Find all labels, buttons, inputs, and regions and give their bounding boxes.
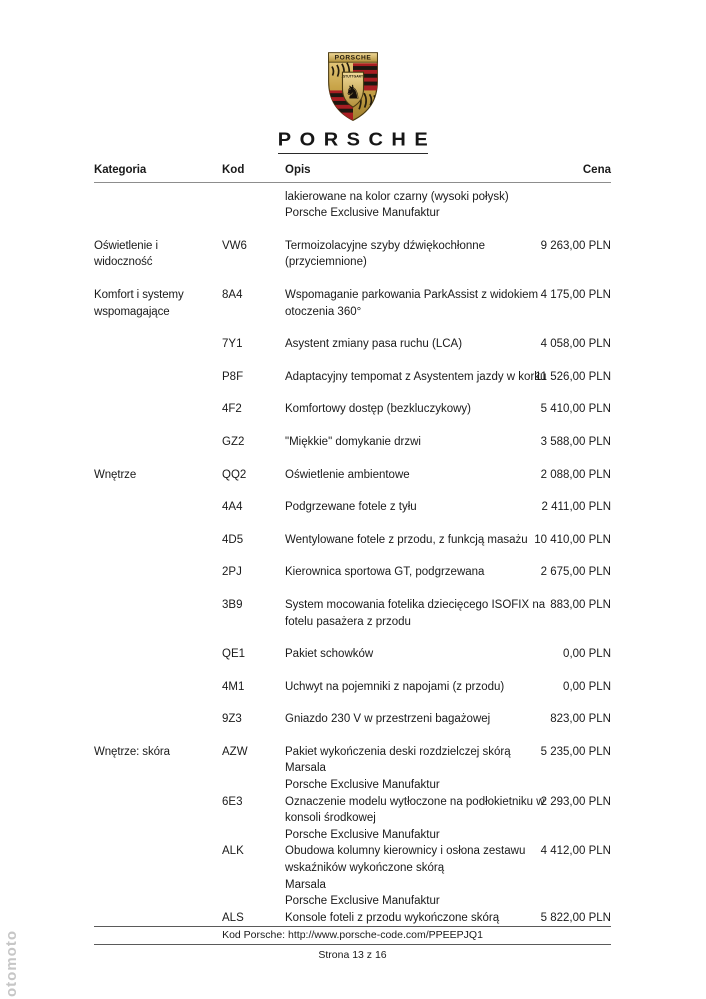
opis-line: Termoizolacyjne szyby dźwiękochłonne xyxy=(285,239,486,252)
cell-opis xyxy=(285,532,529,549)
opis-line: Wentylowane fotele z przodu, z funkcją masażu xyxy=(285,533,528,546)
cell-kod: QE1 xyxy=(222,648,246,661)
opis-line: wskaźników wykończone skórą xyxy=(285,862,445,875)
table-row xyxy=(94,711,611,728)
cell-kod: VW6 xyxy=(222,239,247,252)
cell-kod: ALS xyxy=(222,911,244,924)
table-row xyxy=(94,744,611,794)
table-rows xyxy=(94,183,611,927)
cell-opis xyxy=(285,564,529,581)
table-header xyxy=(94,162,611,183)
opis-line: Marsala xyxy=(285,762,326,775)
table-row xyxy=(94,499,611,516)
cell-kod: 4F2 xyxy=(222,403,242,416)
col-cena: Cena xyxy=(582,164,611,176)
cell-kod: 6E3 xyxy=(222,795,243,808)
cell-opis xyxy=(285,597,546,630)
cell-kategoria xyxy=(94,564,222,581)
cell-opis xyxy=(285,401,529,418)
cell-kod: QQ2 xyxy=(222,468,247,481)
cell-opis xyxy=(285,336,529,353)
cell-opis xyxy=(285,711,529,728)
cell-kategoria xyxy=(94,794,222,844)
cell-opis xyxy=(285,646,529,663)
cell-cena: 4 412,00 PLN xyxy=(540,845,611,858)
cell-kategoria xyxy=(94,369,222,386)
col-kategoria: Kategoria xyxy=(94,164,147,176)
logo-block xyxy=(0,50,706,154)
cell-cena: 5 822,00 PLN xyxy=(540,911,611,924)
cell-kod: ALK xyxy=(222,845,244,858)
opis-line: konsoli środkowej xyxy=(285,812,376,825)
cell-kategoria xyxy=(94,532,222,549)
opis-line: Porsche Exclusive Manufaktur xyxy=(285,207,440,220)
cell-opis xyxy=(285,499,529,516)
cell-cena: 0,00 PLN xyxy=(563,648,611,661)
cell-cena: 5 235,00 PLN xyxy=(540,745,611,758)
cell-kod: 4A4 xyxy=(222,501,243,514)
page-number: Strona 13 z 16 xyxy=(318,949,387,961)
table-row xyxy=(94,794,611,844)
cell-kategoria: Wnętrze: skóra xyxy=(94,745,170,758)
table-row xyxy=(94,401,611,418)
table-row xyxy=(94,843,611,909)
table-row xyxy=(94,564,611,581)
cell-kod: 4D5 xyxy=(222,533,244,546)
cell-opis xyxy=(285,189,529,222)
cell-cena: 2 088,00 PLN xyxy=(540,468,611,481)
watermark: otomoto xyxy=(3,930,20,997)
cell-cena xyxy=(529,189,611,222)
cell-cena: 3 588,00 PLN xyxy=(540,435,611,448)
opis-line: otoczenia 360° xyxy=(285,305,362,318)
footer-rule-bottom xyxy=(94,944,611,945)
table-row xyxy=(94,287,611,320)
table-row xyxy=(94,336,611,353)
cell-cena: 2 675,00 PLN xyxy=(540,566,611,579)
cell-cena: 2 411,00 PLN xyxy=(541,501,611,514)
cell-cena: 883,00 PLN xyxy=(550,598,611,611)
opis-line: Komfortowy dostęp (bezkluczykowy) xyxy=(285,403,471,416)
cell-kod: 2PJ xyxy=(222,566,242,579)
cell-opis xyxy=(285,369,547,386)
svg-text:STUTTGART: STUTTGART xyxy=(342,74,364,79)
opis-line: Kierownica sportowa GT, podgrzewana xyxy=(285,566,485,579)
cell-kategoria xyxy=(94,401,222,418)
opis-line: Porsche Exclusive Manufaktur xyxy=(285,895,440,908)
cell-kategoria xyxy=(94,646,222,663)
opis-line: Asystent zmiany pasa ruchu (LCA) xyxy=(285,338,463,351)
cell-cena: 2 293,00 PLN xyxy=(540,795,611,808)
svg-text:PORSCHE: PORSCHE xyxy=(334,54,372,62)
opis-line: Adaptacyjny tempomat z Asystentem jazdy w korku xyxy=(285,370,547,383)
cell-cena: 11 526,00 PLN xyxy=(535,370,611,383)
cell-kod xyxy=(222,189,285,222)
cell-cena: 4 058,00 PLN xyxy=(540,338,611,351)
table-row xyxy=(94,679,611,696)
cell-opis xyxy=(285,434,529,451)
table-row xyxy=(94,467,611,484)
cell-kategoria xyxy=(94,597,222,630)
opis-line: Oznaczenie modelu wytłoczone na podłokietniku w xyxy=(285,795,545,808)
table-row xyxy=(94,189,611,222)
cell-kod: 4M1 xyxy=(222,680,245,693)
cell-kategoria: Komfort i systemy wspomagające xyxy=(94,288,184,318)
cell-cena: 10 410,00 PLN xyxy=(534,533,611,546)
cell-kod: 8A4 xyxy=(222,288,243,301)
table-row xyxy=(94,369,611,386)
cell-opis xyxy=(285,910,529,927)
cell-kod: 9Z3 xyxy=(222,713,242,726)
cell-kategoria xyxy=(94,499,222,516)
opis-line: Podgrzewane fotele z tyłu xyxy=(285,501,417,514)
table-row xyxy=(94,238,611,271)
cell-kod: GZ2 xyxy=(222,435,245,448)
opis-line: Wspomaganie parkowania ParkAssist z widokiem xyxy=(285,288,539,301)
table-row xyxy=(94,597,611,630)
cell-cena: 823,00 PLN xyxy=(550,713,611,726)
cell-kategoria xyxy=(94,679,222,696)
cell-cena: 4 175,00 PLN xyxy=(540,288,611,301)
opis-line: lakierowane na kolor czarny (wysoki połysk) xyxy=(285,190,509,203)
cell-kod: 3B9 xyxy=(222,598,243,611)
cell-opis xyxy=(285,744,529,794)
opis-line: Marsala xyxy=(285,878,326,891)
col-kod: Kod xyxy=(222,164,245,176)
cell-opis xyxy=(285,679,529,696)
cell-kategoria xyxy=(94,910,222,927)
opis-line: Pakiet schowków xyxy=(285,648,374,661)
opis-line: Porsche Exclusive Manufaktur xyxy=(285,779,440,792)
horse-icon: ♞ xyxy=(344,81,362,103)
cell-opis xyxy=(285,287,539,320)
cell-opis xyxy=(285,843,529,909)
cell-kategoria xyxy=(94,336,222,353)
opis-line: System mocowania fotelika dziecięcego ISOFIX na xyxy=(285,598,546,611)
cell-kod: 7Y1 xyxy=(222,338,243,351)
wordmark-rule xyxy=(278,153,428,154)
page-footer xyxy=(94,926,611,961)
opis-line: Obudowa kolumny kierownicy i osłona zestawu xyxy=(285,845,526,858)
cell-kategoria xyxy=(94,189,222,222)
opis-line: Porsche Exclusive Manufaktur xyxy=(285,828,440,841)
opis-line: "Miękkie" domykanie drzwi xyxy=(285,435,421,448)
table-row xyxy=(94,434,611,451)
porsche-code-line: Kod Porsche: http://www.porsche-code.com/PPEEPJQ1 xyxy=(222,929,483,941)
cell-kategoria xyxy=(94,434,222,451)
col-opis: Opis xyxy=(285,164,311,176)
table-row xyxy=(94,646,611,663)
cell-kategoria: Oświetlenie i widoczność xyxy=(94,239,158,269)
opis-line: (przyciemnione) xyxy=(285,256,367,269)
opis-line: Konsole foteli z przodu wykończone skórą xyxy=(285,911,500,924)
table-row xyxy=(94,910,611,927)
cell-kod: AZW xyxy=(222,745,248,758)
cell-cena: 0,00 PLN xyxy=(563,680,611,693)
cell-kategoria xyxy=(94,843,222,909)
cell-cena: 5 410,00 PLN xyxy=(540,403,611,416)
opis-line: Gniazdo 230 V w przestrzeni bagażowej xyxy=(285,713,491,726)
cell-opis xyxy=(285,467,529,484)
cell-opis xyxy=(285,238,529,271)
opis-line: Pakiet wykończenia deski rozdzielczej skórą xyxy=(285,745,511,758)
opis-line: fotelu pasażera z przodu xyxy=(285,615,411,628)
options-table xyxy=(94,162,611,926)
cell-kod: P8F xyxy=(222,370,244,383)
opis-line: Uchwyt na pojemniki z napojami (z przodu) xyxy=(285,680,505,693)
cell-kategoria: Wnętrze xyxy=(94,468,137,481)
cell-cena: 9 263,00 PLN xyxy=(540,239,611,252)
porsche-crest-logo xyxy=(325,50,381,122)
porsche-wordmark: PORSCHE xyxy=(277,129,437,151)
opis-line: Oświetlenie ambientowe xyxy=(285,468,410,481)
table-row xyxy=(94,532,611,549)
cell-opis xyxy=(285,794,545,844)
cell-kategoria xyxy=(94,711,222,728)
